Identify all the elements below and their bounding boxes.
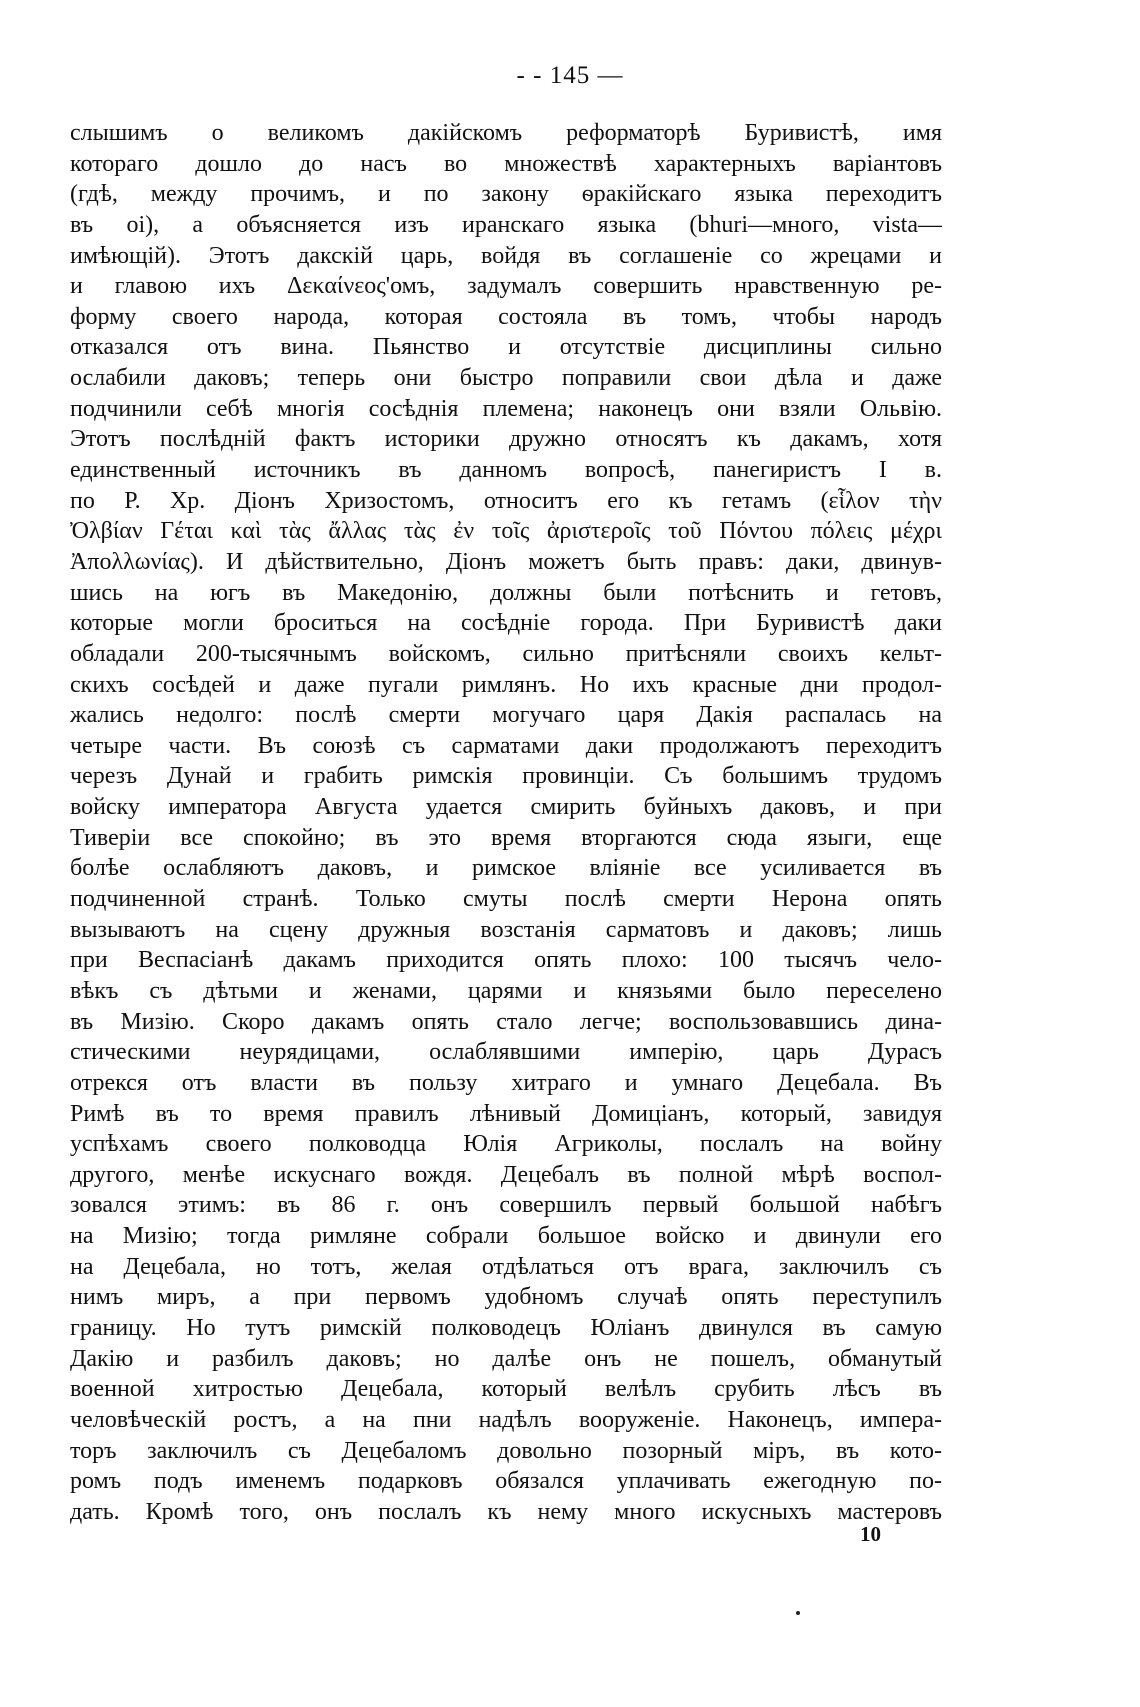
text-line: военной хитростью Децебала, который велѣлъ срубить лѣсъ въ (70, 1376, 942, 1403)
body-text (70, 118, 942, 1527)
text-line: обладали 200-тысячнымъ войскомъ, сильно притѣсняли своихъ кельт- (70, 640, 942, 667)
text-line: форму своего народа, которая состояла въ томъ, чтобы народъ (70, 303, 942, 330)
text-line: скихъ сосѣдей и даже пугали римлянъ. Но ихъ красные дни продол- (70, 671, 942, 698)
text-line: человѣческій ростъ, а на пни надѣлъ вооруженіе. Наконецъ, импера- (70, 1406, 942, 1433)
text-line: ромъ подъ именемъ подарковъ обязался уплачивать ежегодную по- (70, 1468, 942, 1495)
text-line: войску императора Августа удается смирить буйныхъ даковъ, и при (70, 794, 942, 821)
ink-dot (796, 1611, 800, 1615)
text-line: Римѣ въ то время правилъ лѣнивый Домиціанъ, который, завидуя (70, 1100, 942, 1127)
text-line: успѣхамъ своего полководца Юлія Агриколы, послалъ на войну (70, 1131, 942, 1158)
text-line: черезъ Дунай и грабить римскія провинціи. Съ большимъ трудомъ (70, 763, 942, 790)
text-line: зовался этимъ: въ 86 г. онъ совершилъ первый большой набѣгъ (70, 1192, 942, 1219)
text-line: Ὀλβίαν Γέται καὶ τὰς ἄλλας τὰς ἐν τοῖς ἀριστεροῖς τοῦ Πόντου πόλεις μέχρι (70, 518, 942, 545)
text-line: торъ заключилъ съ Децебаломъ довольно позорный міръ, въ кото- (70, 1437, 942, 1464)
text-line: на Мизію; тогда римляне собрали большое войско и двинули его (70, 1223, 942, 1250)
text-line: подчинили себѣ многія сосѣднія племена; наконецъ они взяли Ольвію. (70, 395, 942, 422)
text-line: котораго дошло до насъ во множествѣ характерныхъ варіантовъ (70, 150, 942, 177)
text-line: дать. Кромѣ того, онъ послалъ къ нему много искусныхъ мастеровъ (70, 1498, 942, 1525)
text-line: Ἀπολλωνίας). И дѣйствительно, Діонъ можетъ быть правъ: даки, двинув- (70, 548, 942, 575)
text-line: шись на югъ въ Македонію, должны были потѣснить и гетовъ, (70, 579, 942, 606)
text-line: слышимъ о великомъ дакійскомъ реформаторѣ Буривистѣ, имя (70, 120, 942, 146)
text-line: стическими неурядицами, ослаблявшими имперію, царь Дурасъ (70, 1039, 942, 1066)
text-line: на Децебала, но тотъ, желая отдѣлаться отъ врага, заключилъ съ (70, 1253, 942, 1280)
text-line: имѣющій). Этотъ дакскій царь, войдя въ соглашеніе со жрецами и (70, 242, 942, 269)
signature-mark: 10 (860, 1522, 881, 1546)
text-line: Тиверіи все спокойно; въ это время вторгаются сюда языги, еще (70, 824, 942, 851)
text-line: болѣе ослабляютъ даковъ, и римское вліяніе все усиливается въ (70, 855, 942, 882)
text-line: отрекся отъ власти въ пользу хитраго и умнаго Децебала. Въ (70, 1069, 942, 1096)
text-line: жались недолго: послѣ смерти могучаго царя Дакія распалась на (70, 702, 942, 729)
text-line: при Веспасіанѣ дакамъ приходится опять плохо: 100 тысячъ чело- (70, 947, 942, 974)
text-line: въ оі), а объясняется изъ иранскаго языка (bhuri—много, vista— (70, 211, 942, 238)
text-line: единственный источникъ въ данномъ вопросѣ, панегиристъ I в. (70, 457, 942, 484)
text-line: по Р. Хр. Діонъ Хризостомъ, относитъ его къ гетамъ (εἷλον τὴν (70, 487, 942, 514)
text-line: и главою ихъ Δεκαίνεος'омъ, задумалъ совершить нравственную ре- (70, 273, 942, 300)
text-line: другого, менѣе искуснаго вождя. Децебалъ въ полной мѣрѣ воспол- (70, 1161, 942, 1188)
text-line: четыре части. Въ союзѣ съ сарматами даки продолжаютъ переходитъ (70, 732, 942, 759)
text-line: границу. Но тутъ римскій полководецъ Юліанъ двинулся въ самую (70, 1314, 942, 1341)
text-line: Дакію и разбилъ даковъ; но далѣе онъ не пошелъ, обманутый (70, 1345, 942, 1372)
text-line: вѣкъ съ дѣтьми и женами, царями и князьями было переселено (70, 977, 942, 1004)
text-line: вызываютъ на сцену дружныя возстанія сарматовъ и даковъ; лишь (70, 916, 942, 943)
page-number: - - 145 — (516, 62, 624, 89)
text-line: (гдѣ, между прочимъ, и по закону ѳракійскаго языка переходитъ (70, 181, 942, 208)
text-line: Этотъ послѣдній фактъ историки дружно относятъ къ дакамъ, хотя (70, 426, 942, 453)
text-line: которые могли броситься на сосѣдніе города. При Буривистѣ даки (70, 610, 942, 637)
text-line: нимъ миръ, а при первомъ удобномъ случаѣ опять переступилъ (70, 1284, 942, 1311)
text-line: ослабили даковъ; теперь они быстро поправили свои дѣла и даже (70, 365, 942, 392)
text-line: подчиненной странѣ. Только смуты послѣ смерти Нерона опять (70, 886, 942, 913)
text-line: въ Мизію. Скоро дакамъ опять стало легче; воспользовавшись дина- (70, 1008, 942, 1035)
text-line: отказался отъ вина. Пьянство и отсутствіе дисциплины сильно (70, 334, 942, 361)
